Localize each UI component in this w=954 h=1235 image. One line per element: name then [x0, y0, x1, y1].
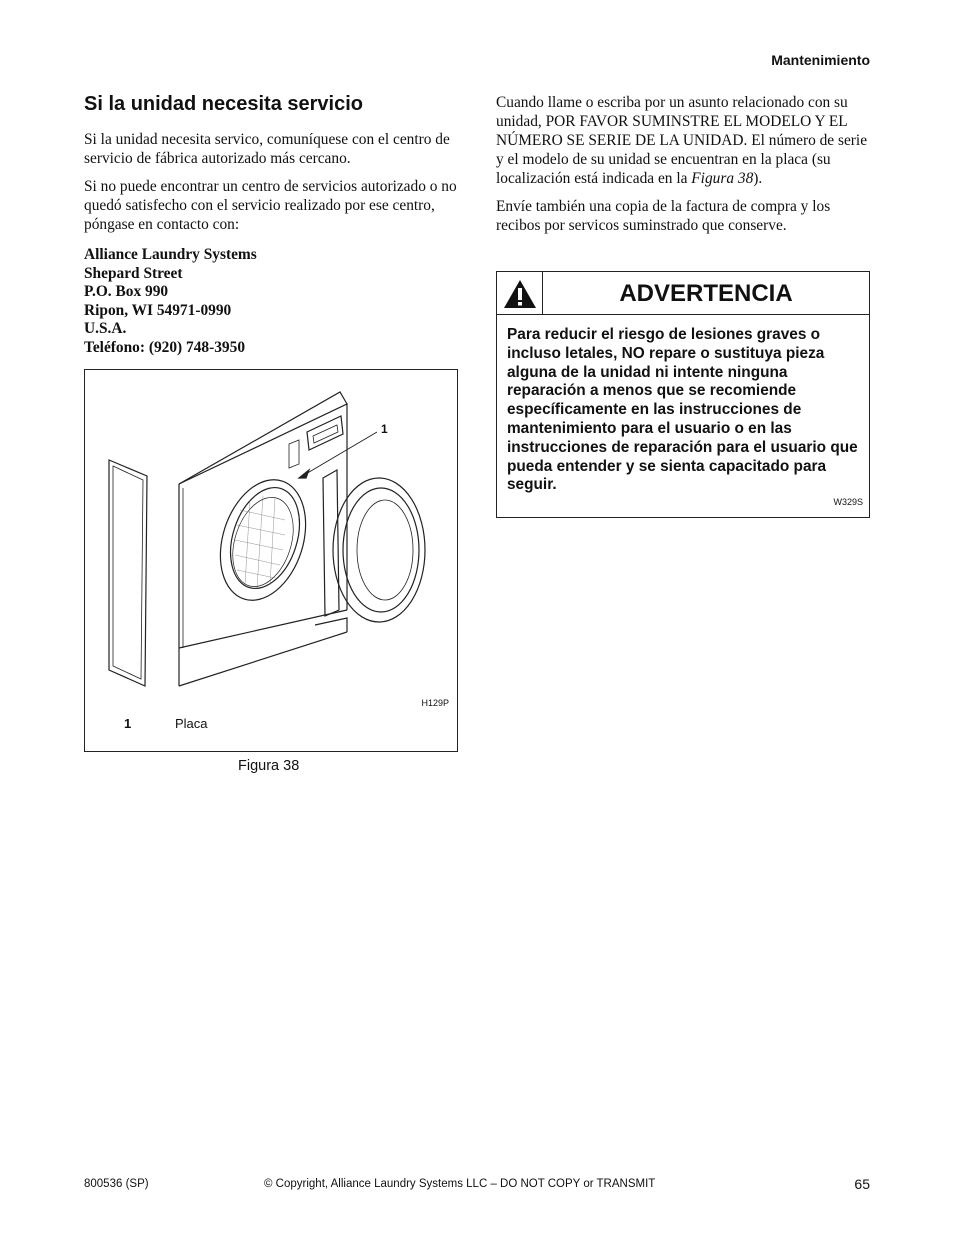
address-line: Ripon, WI 54971-0990 — [84, 301, 232, 319]
right-column — [496, 93, 874, 244]
address-line: Alliance Laundry Systems — [84, 246, 257, 263]
left-column — [84, 92, 458, 358]
address-phone: Teléfono: (920) 748-3950 — [84, 338, 246, 356]
figure-caption: Figura 38 — [238, 758, 300, 774]
warning-text: Para reducir el riesgo de lesiones graves o incluso letales, NO repare o sustituya pieza alguna de la unidad ni intente ninguna reparación a menos que se recomiende específicamente en las instrucciones de mantenimiento para el usuario o en las instrucciones de reparación para el usuario que pueda entender y se sienta capacitado para seguir. — [507, 326, 858, 494]
legend-label: Placa — [175, 716, 208, 731]
contact-info-paragraph — [496, 93, 874, 188]
contact-info-text: Cuando llame o escriba por un asunto relacionado con su unidad, POR FAVOR SUMINSTRE EL MODELO Y EL NÚMERO SE SERIE DE LA UNIDAD. El número de serie y el modelo de su unidad se encuentran en la placa (su localización está indicada en la — [496, 94, 868, 187]
address-line: U.S.A. — [84, 320, 127, 338]
section-header: Mantenimiento — [771, 52, 870, 68]
warning-header — [497, 272, 869, 315]
contact-address — [84, 246, 458, 358]
legend-number: 1 — [124, 716, 132, 731]
washer-illustration — [85, 370, 457, 751]
footer-doc-number: 800536 (SP) — [84, 1178, 149, 1190]
warning-title: ADVERTENCIA — [619, 280, 793, 307]
address-line: P.O. Box 990 — [84, 283, 169, 301]
warning-box — [496, 271, 870, 518]
warning-triangle-icon — [503, 279, 537, 309]
warning-icon-cell — [497, 272, 543, 314]
address-line: Shepard Street — [84, 264, 183, 282]
warning-code: W329S — [833, 497, 863, 507]
figure-reference: Figura 38 — [691, 170, 754, 187]
invoice-paragraph: Envíe también una copia de la factura de compra y los recibos por servicos suminstrado que conserve. — [496, 198, 831, 234]
figure-38-box — [84, 369, 458, 752]
door-hinge — [323, 470, 339, 616]
figure-callout-number: 1 — [381, 422, 388, 436]
page-number: 65 — [854, 1176, 870, 1192]
section-heading: Si la unidad necesita servicio — [84, 93, 364, 115]
contact-info-end: ). — [753, 170, 763, 187]
service-paragraph-1: Si la unidad necesita servico, comuníquese con el centro de servicio de fábrica autorizado más cercano. — [84, 131, 450, 167]
footer-copyright: © Copyright, Alliance Laundry Systems LLC – DO NOT COPY or TRANSMIT — [264, 1178, 656, 1190]
figure-image-code: H129P — [421, 698, 449, 708]
service-paragraph-2: Si no puede encontrar un centro de servicios autorizado o no quedó satisfecho con el servicio realizado por ese centro, póngase en contacto con: — [84, 178, 457, 233]
